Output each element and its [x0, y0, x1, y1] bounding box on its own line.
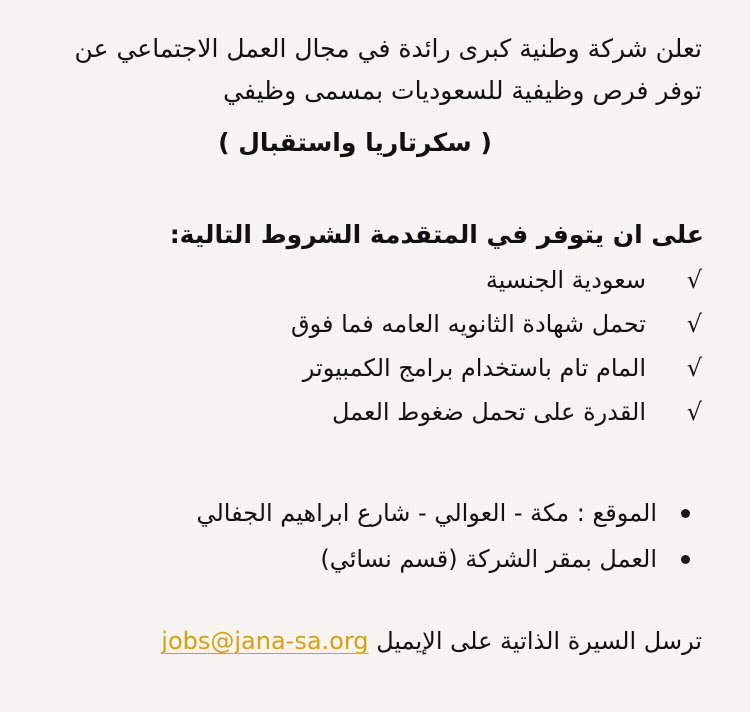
condition-item	[291, 302, 702, 346]
condition-text: تحمل شهادة الثانويه العامه فما فوق	[290, 310, 646, 338]
intro-line-2: توفر فرص وظيفية للسعوديات بمسمى وظيفي	[223, 76, 702, 105]
conditions-list	[291, 258, 702, 434]
contact-prefix: ترسل السيرة الذاتية على الإيميل	[376, 627, 702, 655]
condition-item	[291, 390, 702, 434]
condition-item	[291, 346, 702, 390]
condition-text: المام تام باستخدام برامج الكمبيوتر	[302, 354, 646, 382]
details-list	[196, 490, 690, 582]
job-title-text: ( سكرتاريا واستقبال )	[218, 128, 492, 157]
intro-line-1: تعلن شركة وطنية كبرى رائدة في مجال العمل الاجتماعي عن	[74, 34, 702, 63]
condition-item	[291, 258, 702, 302]
check-mark-icon: √	[686, 398, 702, 426]
check-mark-icon: √	[686, 266, 702, 294]
bullet-icon	[681, 509, 690, 518]
contact-line	[161, 620, 702, 662]
detail-text: الموقع : مكة - العوالي - شارع ابراهيم الجفالي	[196, 499, 657, 527]
bullet-icon	[681, 555, 690, 564]
detail-item-location	[196, 490, 690, 536]
condition-text: سعودية الجنسية	[485, 266, 646, 294]
detail-text: العمل بمقر الشركة (قسم نسائي)	[320, 545, 657, 573]
check-mark-icon: √	[686, 310, 702, 338]
email-link[interactable]: jobs@jana-sa.org	[161, 627, 369, 655]
detail-item-workplace	[196, 536, 690, 582]
intro-paragraph	[42, 28, 702, 112]
conditions-heading: على ان يتوفر في المتقدمة الشروط التالية:	[169, 220, 704, 249]
condition-text: القدرة على تحمل ضغوط العمل	[331, 398, 646, 426]
job-title	[0, 122, 750, 164]
check-mark-icon: √	[686, 354, 702, 382]
